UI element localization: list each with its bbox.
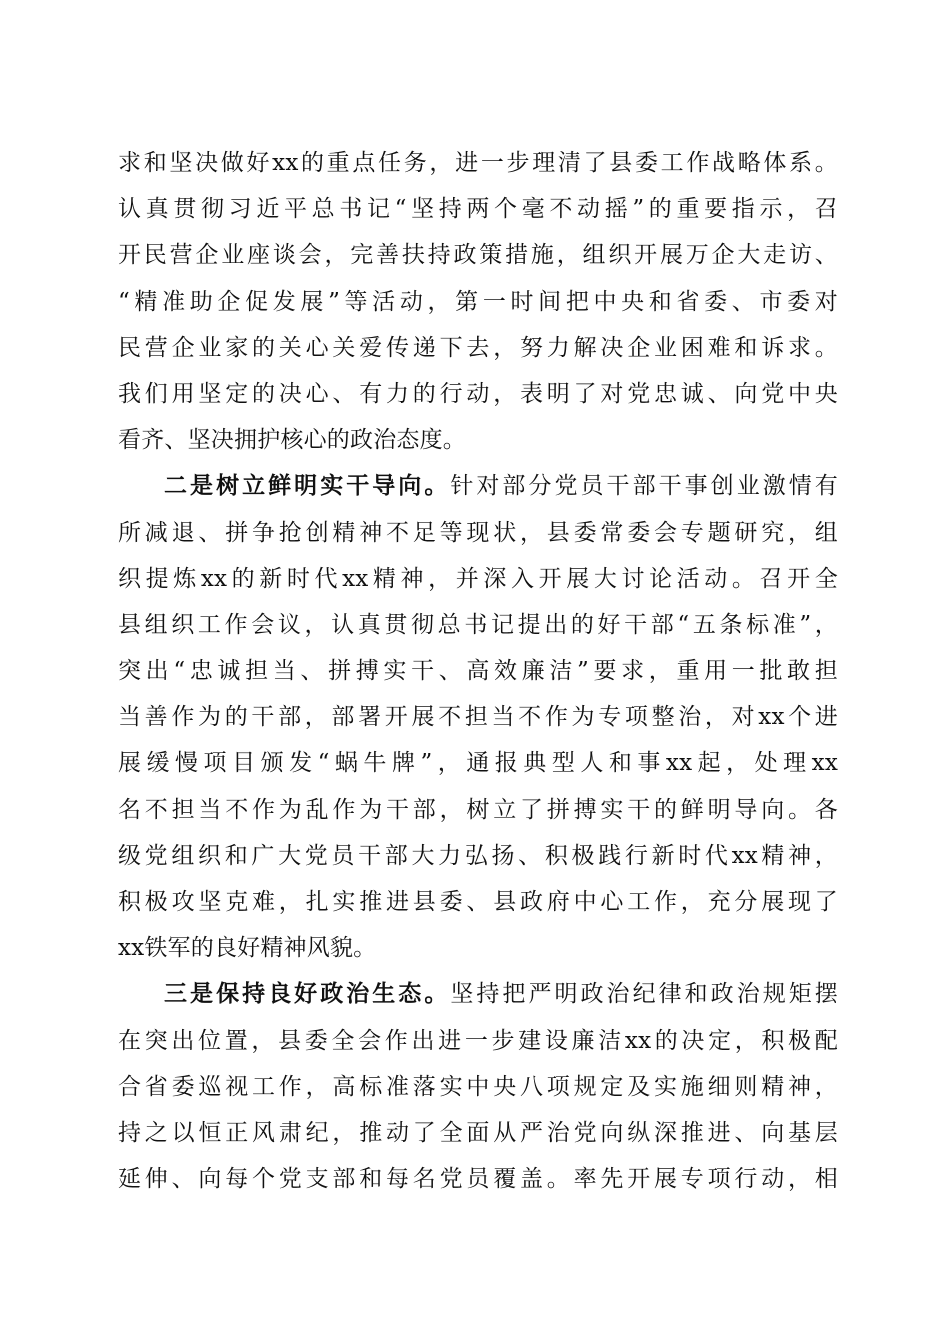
paragraph-start xyxy=(118,971,838,1017)
paragraph-lead: 三是保持良好政治生态。 xyxy=(164,980,451,1008)
text-line: 求和坚决做好xx的重点任务，进一步理清了县委工作战略体系。 xyxy=(118,150,838,176)
text-line: “精准助企促发展”等活动，第一时间把中央和省委、市委对 xyxy=(118,288,838,315)
text-line: 所减退、拼争抢创精神不足等现状，县委常委会专题研究，组 xyxy=(118,519,838,546)
text-line: 看齐、坚决拥护核心的政治态度。 xyxy=(118,427,466,454)
text-line: 延伸、向每个党支部和每名党员覆盖。率先开展专项行动，相 xyxy=(118,1166,838,1193)
text-line: 持之以恒正风肃纪，推动了全面从严治党向纵深推进、向基层 xyxy=(118,1119,838,1146)
text-line: 县组织工作会议，认真贯彻总书记提出的好干部“五条标准”， xyxy=(118,611,838,638)
text-line: 名不担当不作为乱作为干部，树立了拼搏实干的鲜明导向。各 xyxy=(118,796,838,823)
text-line: 织提炼xx的新时代xx精神，并深入开展大讨论活动。召开全 xyxy=(118,565,838,592)
text-line: 积极攻坚克难，扎实推进县委、县政府中心工作，充分展现了 xyxy=(118,889,838,915)
text-line: 在突出位置，县委全会作出进一步建设廉洁xx的决定，积极配 xyxy=(118,1027,838,1054)
paragraph-start xyxy=(118,463,838,509)
text-line: 我们用坚定的决心、有力的行动，表明了对党忠诚、向党中央 xyxy=(118,380,838,407)
text-line: xx铁军的良好精神风貌。 xyxy=(118,935,377,962)
text-line: 坚持把严明政治纪律和政治规矩摆 xyxy=(450,981,839,1008)
body-text xyxy=(118,140,838,1202)
text-line: 突出“忠诚担当、拼搏实干、高效廉洁”要求，重用一批敢担 xyxy=(118,658,838,685)
text-line: 民营企业家的关心关爱传递下去，努力解决企业困难和诉求。 xyxy=(118,334,838,361)
text-line: 开民营企业座谈会，完善扶持政策措施，组织开展万企大走访、 xyxy=(118,242,838,269)
text-line: 合省委巡视工作，高标准落实中央八项规定及实施细则精神， xyxy=(118,1073,838,1100)
text-line: 级党组织和广大党员干部大力弘扬、积极践行新时代xx精神， xyxy=(118,842,838,869)
text-line: 展缓慢项目颁发“蜗牛牌”，通报典型人和事xx起，处理xx xyxy=(118,750,838,777)
text-line: 认真贯彻习近平总书记“坚持两个毫不动摇”的重要指示，召 xyxy=(118,196,838,223)
paragraph-lead: 二是树立鲜明实干导向。 xyxy=(164,472,451,500)
text-line: 当善作为的干部，部署开展不担当不作为专项整治，对xx个进 xyxy=(118,704,838,731)
text-line: 针对部分党员干部干事创业激情有 xyxy=(450,473,839,500)
